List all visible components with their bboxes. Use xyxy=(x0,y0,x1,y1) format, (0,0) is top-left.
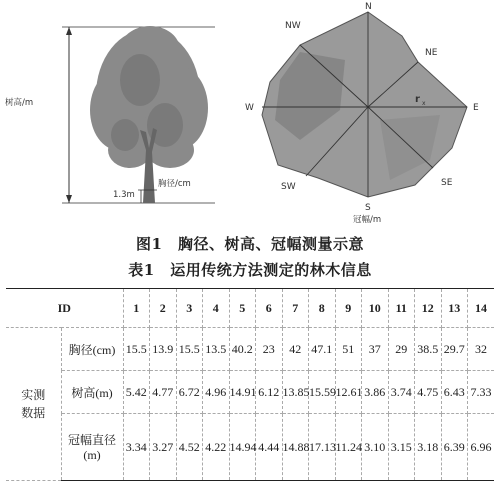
table-cell: 51 xyxy=(335,328,362,371)
table-cell: 6.43 xyxy=(441,371,468,414)
direction-e: E xyxy=(473,103,479,113)
table-cell: 13.5 xyxy=(203,328,230,371)
table-cell: 15.5 xyxy=(123,328,150,371)
arrow-down-icon xyxy=(66,195,72,203)
table-cell: 14.94 xyxy=(229,414,256,481)
table-cell: 37 xyxy=(362,328,389,371)
table-cell: 3.27 xyxy=(150,414,177,481)
table-cell: 47.1 xyxy=(309,328,336,371)
table-cell: 32 xyxy=(468,328,495,371)
table-cell: 40.2 xyxy=(229,328,256,371)
col-header: 11 xyxy=(388,289,415,328)
direction-nw: NW xyxy=(285,21,301,31)
radius-label: r xyxy=(415,94,420,105)
table-cell: 6.39 xyxy=(441,414,468,481)
col-header: 5 xyxy=(229,289,256,328)
table-cell: 4.96 xyxy=(203,371,230,414)
table-cell: 4.22 xyxy=(203,414,230,481)
table-cell: 11.24 xyxy=(335,414,362,481)
direction-n: N xyxy=(365,2,372,12)
row-label-height: 树高(m) xyxy=(61,371,123,414)
table-cell: 17.13 xyxy=(309,414,336,481)
dbh-label: 胸径/cm xyxy=(158,179,191,189)
direction-s: S xyxy=(365,203,371,213)
dbh-height-label: 1.3m xyxy=(113,190,135,200)
table-cell: 13.85 xyxy=(282,371,309,414)
table-cell: 5.42 xyxy=(123,371,150,414)
table-cell: 29.7 xyxy=(441,328,468,371)
table-cell: 4.77 xyxy=(150,371,177,414)
table-cell: 4.75 xyxy=(415,371,442,414)
table-cell: 7.33 xyxy=(468,371,495,414)
group-label: 实测 数据 xyxy=(6,328,61,481)
table-cell: 14.91 xyxy=(229,371,256,414)
col-header: 14 xyxy=(468,289,495,328)
table-row-dbh xyxy=(6,328,494,371)
col-header: 10 xyxy=(362,289,389,328)
table-cell: 3.10 xyxy=(362,414,389,481)
figure-1 xyxy=(0,0,500,232)
direction-se: SE xyxy=(441,178,453,188)
crown-width-label: 冠幅/m xyxy=(353,215,382,225)
table-cell: 38.5 xyxy=(415,328,442,371)
table-row-crown xyxy=(6,414,494,481)
crown-projection xyxy=(245,2,479,225)
col-header: 13 xyxy=(441,289,468,328)
table-header-row xyxy=(6,289,494,328)
table-cell: 13.9 xyxy=(150,328,177,371)
col-header: 4 xyxy=(203,289,230,328)
radius-subscript: x xyxy=(422,100,426,107)
col-header: 8 xyxy=(309,289,336,328)
table-cell: 3.18 xyxy=(415,414,442,481)
table-cell: 4.52 xyxy=(176,414,203,481)
table-cell: 6.96 xyxy=(468,414,495,481)
id-header: ID xyxy=(6,289,123,328)
table-cell: 29 xyxy=(388,328,415,371)
col-header: 7 xyxy=(282,289,309,328)
tree-info-table xyxy=(6,288,494,481)
table-cell: 3.34 xyxy=(123,414,150,481)
table-cell: 3.74 xyxy=(388,371,415,414)
col-header: 6 xyxy=(256,289,283,328)
tree-height-label: 树高/m xyxy=(5,98,34,108)
table-cell: 15.59 xyxy=(309,371,336,414)
row-label-dbh: 胸径(cm) xyxy=(61,328,123,371)
col-header: 3 xyxy=(176,289,203,328)
table-cell: 3.15 xyxy=(388,414,415,481)
col-header: 12 xyxy=(415,289,442,328)
table-cell: 6.12 xyxy=(256,371,283,414)
tree-illustration xyxy=(5,26,215,203)
table-cell: 12.61 xyxy=(335,371,362,414)
table-cell: 3.86 xyxy=(362,371,389,414)
row-label-crown: 冠幅直径 (m) xyxy=(61,414,123,481)
col-header: 9 xyxy=(335,289,362,328)
table-caption: 表1 运用传统方法测定的林木信息 xyxy=(128,261,372,279)
table-cell: 23 xyxy=(256,328,283,371)
table-cell: 14.88 xyxy=(282,414,309,481)
arrow-up-icon xyxy=(66,27,72,35)
direction-ne: NE xyxy=(425,48,438,58)
table-row-height xyxy=(6,371,494,414)
table-cell: 42 xyxy=(282,328,309,371)
col-header: 2 xyxy=(150,289,177,328)
col-header: 1 xyxy=(123,289,150,328)
table-cell: 15.5 xyxy=(176,328,203,371)
direction-w: W xyxy=(245,103,254,113)
figure-caption: 图1 胸径、树高、冠幅测量示意 xyxy=(136,235,364,253)
table-cell: 4.44 xyxy=(256,414,283,481)
direction-sw: SW xyxy=(281,182,296,192)
table-cell: 6.72 xyxy=(176,371,203,414)
